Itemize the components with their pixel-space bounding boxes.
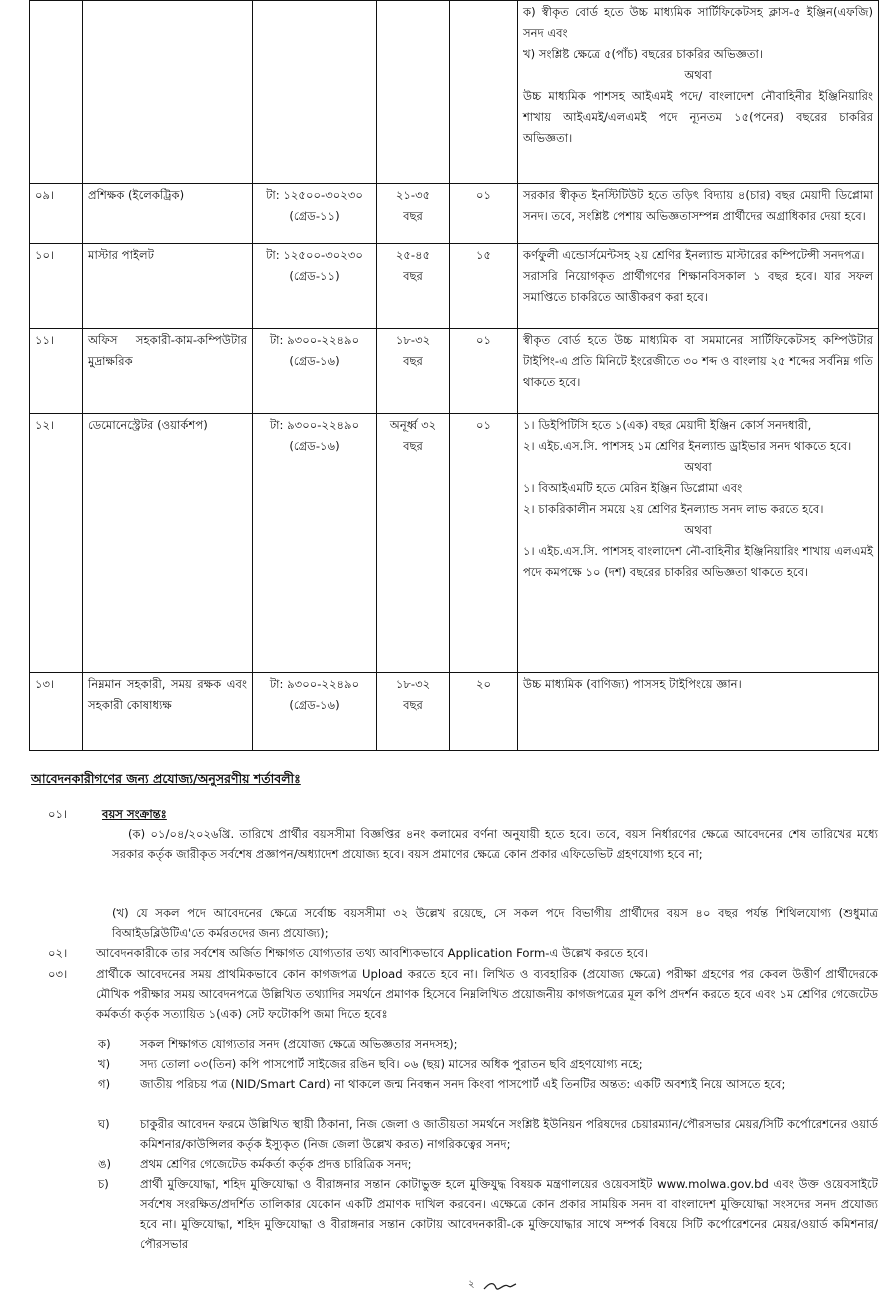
post-name-cell: অফিস সহকারী-কাম-কম্পিউটার মুদ্রাক্ষরিক [83,329,253,414]
pay-scale-cell [253,329,377,414]
post-name-cell: নিম্নমান সহকারী, সময় রক্ষক এবং সহকারী কোষাধ্যক্ষ [83,673,253,751]
grade: (গ্রেড-১৬) [289,698,340,712]
age-range: ১৮-৩২ [395,677,431,691]
post-name-cell: মাস্টার পাইলট [83,244,253,329]
age-limit-cell [377,244,450,329]
condition-number: ০১। [48,807,68,821]
qualification-line: খ) সংশ্লিষ্ট ক্ষেত্রে ৫(পাঁচ) বছরের চাকরির অভিজ্ঞতা। [523,47,764,61]
grade: (গ্রেড-১৬) [289,354,340,368]
post-count-cell: ২০ [450,673,518,751]
age-unit: বছর [403,209,423,223]
age-range: ২৫-৪৫ [395,248,431,262]
post-count-cell [450,1,518,184]
age-range: ১৮-৩২ [395,333,431,347]
list-item-text: প্রার্থী মুক্তিযোদ্ধা, শহিদ মুক্তিযোদ্ধা ও বীরাঙ্গনার সন্তান কোটাভুক্ত হলে মুক্তিযুদ্ধ বিষয়ক মন্ত্রণালয়ের ওয়েবসাইট www.molwa.gov.bd এবং উক্ত ওয়েবসাইটে সর্বশেষ সংরক্ষিত/প্রদর্শিত তালিকার যেকোন একটি প্রমাণক দাখিল করবেন। এক্ষেত্রে কোন প্রকার সাময়িক সনদ বা বাংলাদেশ মুক্তিযোদ্ধা সংসদের সনদ প্রযোজ্য হবে না। মুক্তিযোদ্ধা, শহিদ মুক্তিযোদ্ধা ও বীরাঙ্গনার সন্তান কোটায় আবেদনকারী-কে মুক্তিযোদ্ধার সাথে সম্পর্ক বিষয়ে সিটি কর্পোরেশনের মেয়র/ওয়ার্ড কমিশনার/পৌরসভার [140,1177,878,1251]
jobs-table [29,0,879,751]
grade: (গ্রেড-১১) [289,269,340,283]
qualification-line: ২। চাকরিকালীন সময়ে ২য় শ্রেণির ইনল্যান্ড সনদ লাভ করতে হবে। [523,502,824,516]
table-row [30,184,879,244]
serial-cell: ০৯। [30,184,83,244]
post-count-cell: ০১ [450,184,518,244]
age-unit: বছর [403,698,423,712]
age-range: অনূর্ধ্ব ৩২ [389,418,437,432]
list-item-marker: চ) [98,1177,109,1191]
list-item-marker: ঙ) [98,1157,112,1171]
signature-initials [482,1280,518,1292]
age-limit-cell [377,673,450,751]
qualification-cell [518,184,879,244]
qualification-line: অথবা [684,523,712,537]
pay-scale-cell [253,673,377,751]
condition-heading: বয়স সংক্রান্তঃ [102,807,167,821]
list-item-text: জাতীয় পরিচয় পত্র (NID/Smart Card) না থাকলে জন্ম নিবন্ধন সনদ কিংবা পাসপোর্ট এই তিনটির অন্তত: একটি অবশ্যই নিয়ে আসতে হবে; [140,1077,786,1091]
grade: (গ্রেড-১৬) [289,439,340,453]
document-page: ক) স্বীকৃত বোর্ড হতে উচ্চ মাধ্যমিক সার্টিফিকেটসহ ক্লাস-৫ ইঞ্জিন(এফজি) সনদ এবং খ) সংশ্লিষ্ট ক্ষেত্রে ৫(পাঁচ) বছরের চাকরির অভিজ্ঞতা। অথবা উচ্চ মাধ্যমিক পাশসহ আইএমই পদে/ বাংলাদেশ নৌবাহিনীর ইঞ্জিনিয়ারিং শাখায় আইএমই/এলএমই পদে ন্যূনতম ১৫(পনের) বছরের চাকরির অভিজ্ঞতা। ০৯। প্রশিক্ষক (ইলেকট্রিক) টা: ১২৫০০-৩০২৩০ (গ্রেড-১১) ২১-৩৫ বছর ০১ সরকার স্বীকৃত ইনস্টিটিউট হতে তড়িৎ বিদ্যায় ৪(চার) বছর মেয়াদী ডিপ্লোমা সনদ। তবে, সংশ্লিষ্ট পেশায় অভিজ্ঞতাসম্পন্ন প্রার্থীদের অগ্রাধিকার দেয়া হবে। ১০। মাস্টার পাইলট টা: ১২৫০০-৩০২৩০ (গ্রেড-১১) ২৫-৪৫ বছর ১৫ কর্ণফুলী এন্ডোর্সমেন্টসহ ২য় শ্রেণির ইনল্যান্ড মাস্টারের কম্পিটেন্সী সনদপত্র। সরাসরি নিয়োগকৃত প্রার্থীগণের শিক্ষানবিসকাল ১ বছর হবে। যার সফল সমাপ্তিতে চাকরিতে আত্তীকরণ করা হবে। ১১। অফিস সহকারী-কাম-কম্পিউটার মুদ্রাক্ষরিক টা: ৯৩০০-২২৪৯০ (গ্রেড-১৬) ১৮-৩২ বছর ০১ স্বীকৃত বোর্ড হতে উচ্চ মাধ্যমিক বা সমমানের সার্টিফিকেটসহ কম্পিউটার টাইপিং-এ প্রতি মিনিটে ইংরেজীতে ৩০ শব্দ ও বাংলায় ২৫ শব্দের সর্বনিম্ন গতি থাকতে হবে। ১২। ডেমোনেস্ট্রেটর (ওয়ার্কশপ) টা: ৯৩০০-২২৪৯০ (গ্রেড-১৬) অনূর্ধ্ব ৩২ বছর ০১ ১। ডিইপিটিসি হতে ১(এক) বছর মেয়াদী ইঞ্জিন কোর্স সনদধারী, ২। এইচ.এস.সি. পাশসহ ১ম শ্রেণির ইনল্যান্ড ড্রাইভার সনদ থাকতে হবে। অথবা ১। বিআইএমটি হতে মেরিন ইঞ্জিন ডিপ্লোমা এবং ২। চাকরিকালীন সময়ে ২য় শ্রেণির ইনল্যান্ড সনদ লাভ করতে হবে। অথবা ১। এইচ.এস.সি. পাশসহ বাংলাদেশ নৌ-বাহিনীর ইঞ্জিনিয়ারিং শাখায় এলএমই পদে কমপক্ষে ১০ (দশ) বছরের চাকরির অভিজ্ঞতা থাকতে হবে। ১৩। নিম্নমান সহকারী, সময় রক্ষক এবং সহকারী কোষাধ্যক্ষ টা: ৯৩০০-২২৪৯০ (গ্রেড-১৬) ১৮-৩২ বছর ২০ উচ্চ মাধ্যমিক (বাণিজ্য) পাসসহ টাইপিংয়ে জ্ঞান। আবেদনকারীগণের জন্য প্রযোজ্য/অনুসরণীয় শর্তাবলীঃ ০১। বয়স সংক্রান্তঃ (ক) ০১/০৪/২০২৬খ্রি. তারিখে প্রার্থীর বয়সসীমা বিজ্ঞপ্তির ৪নং কলামের বর্ণনা অনুযায়ী হতে হবে। তবে, বয়স নির্ধারণের ক্ষেত্রে আবেদনের শেষ তারিখের মধ্যে সরকার কর্তৃক জারীকৃত সর্বশেষ প্রজ্ঞাপন/অধ্যাদেশ প্রযোজ্য হবে। বয়স প্রমাণের ক্ষেত্রে কোন প্রকার এফিডেভিট গ্রহণযোগ্য হবে না; (খ) যে সকল পদে আবেদনের ক্ষেত্রে সর্বোচ্চ বয়সসীমা ৩২ উল্লেখ রয়েছে, সে সকল পদে বিভাগীয় প্রার্থীদের বয়স ৪০ বছর পর্যন্ত শিথিলযোগ্য (শুধুমাত্র বিআইডব্লিউটিএ'তে কর্মরতদের জন্য প্রযোজ্য); ০২। আবেদনকারীকে তার সর্বশেষ অর্জিত শিক্ষাগত যোগ্যতার তথ্য আবশ্যিকভাবে Application Form-এ উল্লেখ করতে হবে। ০৩। প্রার্থীকে আবেদনের সময় প্রাথমিকভাবে কোন কাগজপত্র Upload করতে হবে না। লিখিত ও ব্যবহারিক (প্রযোজ্য ক্ষেত্রে) পরীক্ষা গ্রহণের পর কেবল উত্তীর্ণ প্রার্থীদেরকে মৌখিক পরীক্ষার সময় আবেদনপত্রে উল্লিখিত তথ্যাদির সমর্থনে প্রমাণক হিসেবে নিম্নলিখিত প্রয়োজনীয় কাগজপত্রের মূল কপি প্রদর্শন করতে হবে এবং ১ম শ্রেণির গেজেটেড কর্মকর্তা কর্তৃক সত্যায়িত ১(এক) সেট ফটোকপি জমা দিতে হবেঃ ক) সকল শিক্ষাগত যোগ্যতার সনদ (প্রযোজ্য ক্ষেত্রে অভিজ্ঞতার সনদসহ); খ) সদ্য তোলা ০৩(তিন) কপি পাসপোর্ট সাইজের রঙিন ছবি। ০৬ (ছয়) মাসের অধিক পুরাতন ছবি গ্রহণযোগ্য নহে; গ) জাতীয় পরিচয় পত্র (NID/Smart Card) না থাকলে জন্ম নিবন্ধন সনদ কিংবা পাসপোর্ট এই তিনটির অন্তত: একটি অবশ্যই নিয়ে আসতে হবে; ঘ) চাকুরীর আবেদন ফরমে উল্লিখিত স্থায়ী ঠিকানা, নিজ জেলা ও জাতীয়তা সমর্থনে সংশ্লিষ্ট ইউনিয়ন পরিষদের চেয়ারম্যান/পৌরসভার মেয়র/সিটি কর্পোরেশনের ওয়ার্ড কমিশনার/কাউন্সিলর কর্তৃক ইস্যুকৃত (নিজ জেলা উল্লেখ করত) নাগরিকত্বের সনদ; ঙ) প্রথম শ্রেণির গেজেটেড কর্মকর্তা কর্তৃক প্রদত্ত চারিত্রিক সনদ; চ) প্রার্থী মুক্তিযোদ্ধা, শহিদ মুক্তিযোদ্ধা ও বীরাঙ্গনার সন্তান কোটাভুক্ত হলে মুক্তিযুদ্ধ বিষয়ক মন্ত্রণালয়ের ওয়েবসাইট www.molwa.gov.bd এবং উক্ত ওয়েবসাইটে সর্বশেষ সংরক্ষিত/প্রদর্শিত তালিকার যেকোন একটি প্রমাণক দাখিল করবেন। এক্ষেত্রে কোন প্রকার সাময়িক সনদ বা বাংলাদেশ মুক্তিযোদ্ধা সংসদের সনদ প্রযোজ্য হবে না। মুক্তিযোদ্ধা, শহিদ মুক্তিযোদ্ধা ও বীরাঙ্গনার সন্তান কোটায় আবেদনকারী-কে মুক্তিযোদ্ধার সাথে সম্পর্ক বিষয়ে সিটি কর্পোরেশনের মেয়র/ওয়ার্ড কমিশনার/পৌরসভার ২ [0,0,895,1295]
pay-scale-cell [253,184,377,244]
age-limit-cell [377,414,450,673]
qualification-cell [518,244,879,329]
post-count-cell: ১৫ [450,244,518,329]
qualification-line: অথবা [684,68,712,82]
age-limit-cell [377,329,450,414]
age-unit: বছর [403,354,423,368]
qualification-line: স্বীকৃত বোর্ড হতে উচ্চ মাধ্যমিক বা সমমানের সার্টিফিকেটসহ কম্পিউটার টাইপিং-এ প্রতি মিনিটে ইংরেজীতে ৩০ শব্দ ও বাংলায় ২৫ শব্দের সর্বনিম্ন গতি থাকতে হবে। [523,333,873,389]
page-number: ২ [468,1279,475,1290]
table-row [30,414,879,673]
post-name-cell: ডেমোনেস্ট্রেটর (ওয়ার্কশপ) [83,414,253,673]
list-item-marker: ক) [98,1037,111,1051]
pay-scale: টা: ১২৫০০-৩০২৩০ [266,248,363,262]
post-count-cell: ০১ [450,414,518,673]
qualification-line: সরাসরি নিয়োগকৃত প্রার্থীগণের শিক্ষানবিসকাল ১ বছর হবে। যার সফল সমাপ্তিতে চাকরিতে আত্তীকরণ করা হবে। [523,269,873,304]
qualification-line: ১। ডিইপিটিসি হতে ১(এক) বছর মেয়াদী ইঞ্জিন কোর্স সনদধারী, [523,418,812,432]
table-row [30,1,879,184]
pay-scale: টা: ৯৩০০-২২৪৯০ [269,333,360,347]
qualification-line: সরকার স্বীকৃত ইনস্টিটিউট হতে তড়িৎ বিদ্যায় ৪(চার) বছর মেয়াদী ডিপ্লোমা সনদ। তবে, সংশ্লিষ্ট পেশায় অভিজ্ঞতাসম্পন্ন প্রার্থীদের অগ্রাধিকার দেয়া হবে। [523,188,873,223]
age-unit: বছর [403,269,423,283]
post-name-cell [83,1,253,184]
conditions-title: আবেদনকারীগণের জন্য প্রযোজ্য/অনুসরণীয় শর্তাবলীঃ [31,771,301,786]
list-item-text: সকল শিক্ষাগত যোগ্যতার সনদ (প্রযোজ্য ক্ষেত্রে অভিজ্ঞতার সনদসহ); [140,1037,458,1051]
grade: (গ্রেড-১১) [289,209,340,223]
qualification-line: কর্ণফুলী এন্ডোর্সমেন্টসহ ২য় শ্রেণির ইনল্যান্ড মাস্টারের কম্পিটেন্সী সনদপত্র। [523,248,865,262]
list-item-marker: খ) [98,1057,111,1071]
serial-cell: ১১। [30,329,83,414]
qualification-line: ১। এইচ.এস.সি. পাশসহ বাংলাদেশ নৌ-বাহিনীর ইঞ্জিনিয়ারিং শাখায় এলএমই পদে কমপক্ষে ১০ (দশ) বছরের চাকরির অভিজ্ঞতা থাকতে হবে। [523,544,873,579]
table-row [30,329,879,414]
post-name-cell: প্রশিক্ষক (ইলেকট্রিক) [83,184,253,244]
pay-scale-cell [253,1,377,184]
post-count-cell: ০১ [450,329,518,414]
age-range: ২১-৩৫ [395,188,431,202]
qualification-line: উচ্চ মাধ্যমিক (বাণিজ্য) পাসসহ টাইপিংয়ে জ্ঞান। [523,677,742,691]
qualification-line: ১। বিআইএমটি হতে মেরিন ইঞ্জিন ডিপ্লোমা এবং [523,481,743,495]
serial-cell [30,1,83,184]
pay-scale-cell [253,414,377,673]
qualification-cell [518,673,879,751]
age-limit-cell [377,1,450,184]
serial-cell: ১০। [30,244,83,329]
list-item-text: প্রথম শ্রেণির গেজেটেড কর্মকর্তা কর্তৃক প্রদত্ত চারিত্রিক সনদ; [140,1157,412,1171]
serial-cell: ১২। [30,414,83,673]
qualification-line: ২। এইচ.এস.সি. পাশসহ ১ম শ্রেণির ইনল্যান্ড ড্রাইভার সনদ থাকতে হবে। [523,439,852,453]
qualification-cell [518,414,879,673]
qualification-line: অথবা [684,460,712,474]
pay-scale-cell [253,244,377,329]
table-row [30,673,879,751]
table-row [30,244,879,329]
list-item-text: চাকুরীর আবেদন ফরমে উল্লিখিত স্থায়ী ঠিকানা, নিজ জেলা ও জাতীয়তা সমর্থনে সংশ্লিষ্ট ইউনিয়ন পরিষদের চেয়ারম্যান/পৌরসভার মেয়র/সিটি কর্পোরেশনের ওয়ার্ড কমিশনার/কাউন্সিলর কর্তৃক ইস্যুকৃত (নিজ জেলা উল্লেখ করত) নাগরিকত্বের সনদ; [140,1117,878,1151]
serial-cell: ১৩। [30,673,83,751]
qualification-line: ক) স্বীকৃত বোর্ড হতে উচ্চ মাধ্যমিক সার্টিফিকেটসহ ক্লাস-৫ ইঞ্জিন(এফজি) সনদ এবং [523,5,873,40]
list-item-text: সদ্য তোলা ০৩(তিন) কপি পাসপোর্ট সাইজের রঙিন ছবি। ০৬ (ছয়) মাসের অধিক পুরাতন ছবি গ্রহণযোগ্য নহে; [140,1057,643,1071]
list-item-marker: গ) [98,1077,111,1091]
pay-scale: টা: ১২৫০০-৩০২৩০ [266,188,363,202]
pay-scale: টা: ৯৩০০-২২৪৯০ [269,418,360,432]
qualification-line: উচ্চ মাধ্যমিক পাশসহ আইএমই পদে/ বাংলাদেশ নৌবাহিনীর ইঞ্জিনিয়ারিং শাখায় আইএমই/এলএমই পদে ন্যূনতম ১৫(পনের) বছরের চাকরির অভিজ্ঞতা। [523,89,873,145]
qualification-cell [518,1,879,184]
age-unit: বছর [403,439,423,453]
pay-scale: টা: ৯৩০০-২২৪৯০ [269,677,360,691]
qualification-cell [518,329,879,414]
age-limit-cell [377,184,450,244]
list-item-marker: ঘ) [98,1117,110,1131]
